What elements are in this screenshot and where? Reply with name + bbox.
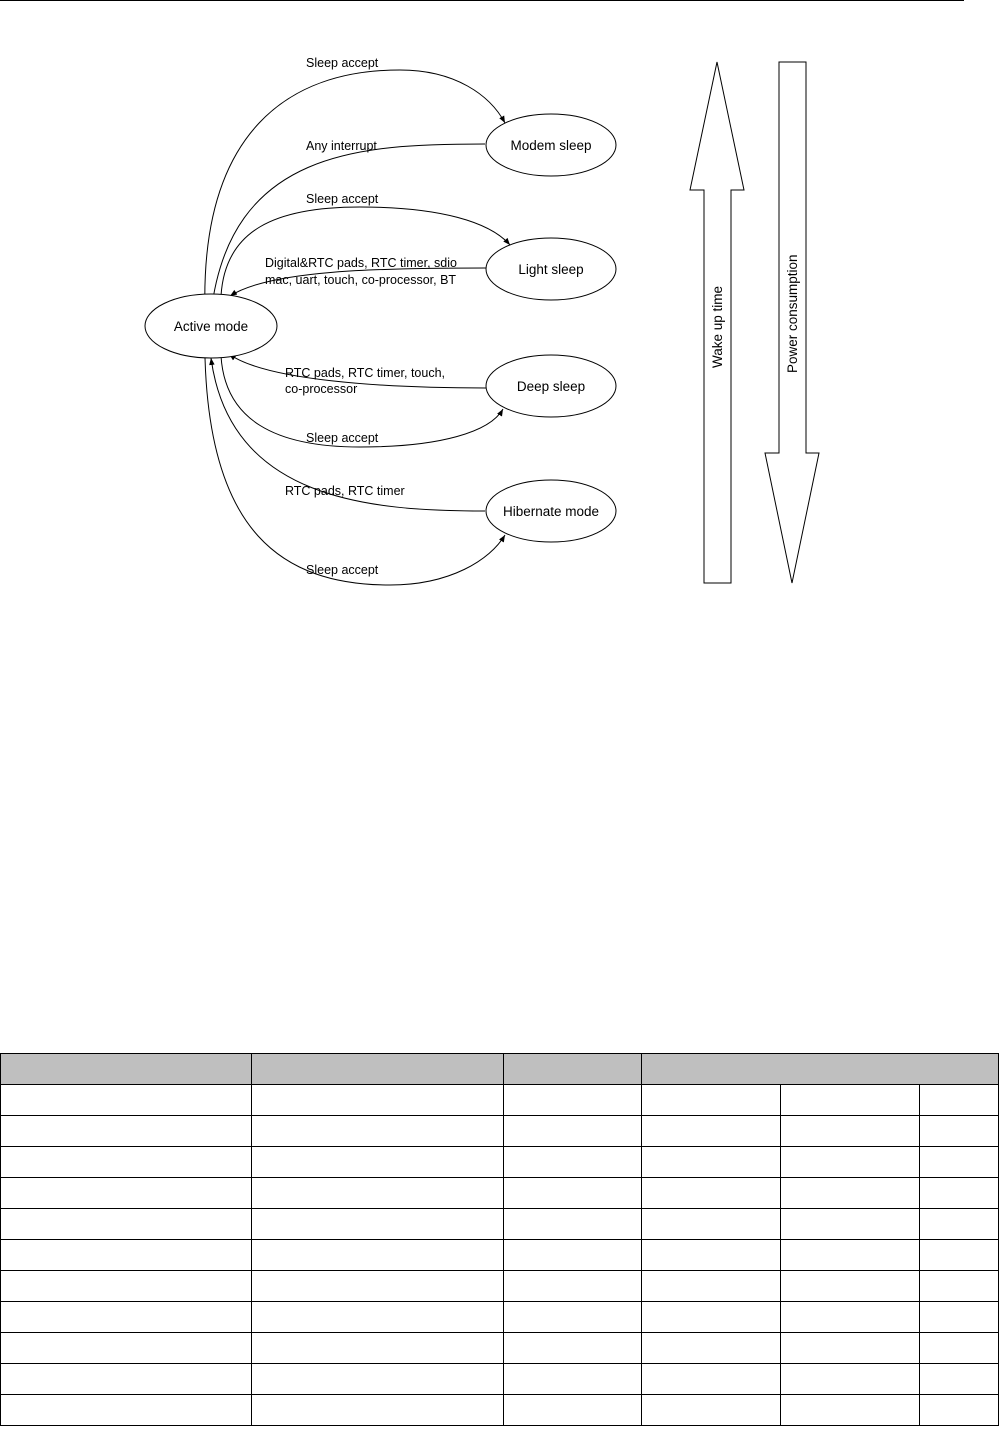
table-row bbox=[1, 1302, 999, 1333]
table-cell bbox=[504, 1333, 642, 1364]
table-cell bbox=[252, 1209, 504, 1240]
table-cell bbox=[252, 1085, 504, 1116]
power-consumption-table bbox=[0, 1053, 999, 1426]
table-header-row bbox=[1, 1054, 999, 1085]
table-cell bbox=[1, 1333, 252, 1364]
table-row bbox=[1, 1209, 999, 1240]
label-deep-wake-line1: RTC pads, RTC timer, touch, bbox=[285, 366, 446, 380]
label-deep-wake-line2: co-processor bbox=[285, 382, 358, 396]
table-cell bbox=[504, 1364, 642, 1395]
node-hibernate-mode bbox=[486, 480, 616, 542]
table-row bbox=[1, 1271, 999, 1302]
table-cell bbox=[1, 1302, 252, 1333]
table-cell bbox=[252, 1116, 504, 1147]
table-cell bbox=[252, 1240, 504, 1271]
node-active-mode bbox=[145, 294, 277, 358]
table-cell bbox=[504, 1147, 642, 1178]
wake-up-time-arrow bbox=[690, 62, 744, 583]
table-cell bbox=[642, 1147, 781, 1178]
table-cell bbox=[781, 1178, 920, 1209]
node-modem-sleep-label: Modem sleep bbox=[510, 138, 592, 153]
node-hibernate-mode-label: Hibernate mode bbox=[502, 504, 600, 519]
table-cell bbox=[642, 1333, 781, 1364]
table-cell bbox=[920, 1364, 999, 1395]
table-cell bbox=[781, 1302, 920, 1333]
table-cell bbox=[504, 1271, 642, 1302]
table-cell bbox=[920, 1302, 999, 1333]
table-cell bbox=[252, 1178, 504, 1209]
table-cell bbox=[1, 1364, 252, 1395]
label-light-wake-line1: Digital&RTC pads, RTC timer, sdio bbox=[265, 256, 457, 270]
table-cell bbox=[920, 1147, 999, 1178]
table-row bbox=[1, 1147, 999, 1178]
label-light-wake-line2: mac, uart, touch, co-processor, BT bbox=[265, 273, 457, 287]
table-cell bbox=[920, 1085, 999, 1116]
node-light-sleep bbox=[486, 238, 616, 300]
table-header-cell bbox=[504, 1054, 642, 1085]
label-modem-sleep-accept: Sleep accept bbox=[306, 56, 379, 70]
table-cell bbox=[1, 1116, 252, 1147]
label-hibernate-wake: RTC pads, RTC timer bbox=[285, 484, 405, 498]
table-cell bbox=[781, 1271, 920, 1302]
table-header-cell bbox=[642, 1054, 999, 1085]
table-cell bbox=[781, 1364, 920, 1395]
wake-up-time-label: Wake up time bbox=[710, 285, 725, 368]
table-cell bbox=[504, 1116, 642, 1147]
node-light-sleep-label: Light sleep bbox=[518, 262, 584, 277]
table-cell bbox=[504, 1395, 642, 1426]
power-consumption-label: Power consumption bbox=[785, 254, 800, 373]
table-cell bbox=[920, 1333, 999, 1364]
table-cell bbox=[920, 1116, 999, 1147]
table-body bbox=[1, 1085, 999, 1426]
table-cell bbox=[920, 1178, 999, 1209]
table-cell bbox=[642, 1116, 781, 1147]
table-cell bbox=[781, 1333, 920, 1364]
table-cell bbox=[642, 1085, 781, 1116]
table-cell bbox=[1, 1271, 252, 1302]
table-cell bbox=[781, 1240, 920, 1271]
table-cell bbox=[252, 1302, 504, 1333]
table-cell bbox=[504, 1302, 642, 1333]
table-cell bbox=[781, 1395, 920, 1426]
table-cell bbox=[1, 1085, 252, 1116]
node-modem-sleep bbox=[486, 114, 616, 176]
table-cell bbox=[642, 1240, 781, 1271]
label-deep-sleep-accept: Sleep accept bbox=[306, 431, 379, 445]
power-consumption-arrow bbox=[765, 62, 819, 583]
table-cell bbox=[642, 1178, 781, 1209]
edge-modem-any-interrupt bbox=[211, 144, 485, 313]
table-cell bbox=[1, 1240, 252, 1271]
table-cell bbox=[252, 1147, 504, 1178]
table-cell bbox=[504, 1178, 642, 1209]
node-deep-sleep bbox=[486, 355, 616, 417]
table-row bbox=[1, 1240, 999, 1271]
table-header-cell bbox=[252, 1054, 504, 1085]
table-cell bbox=[781, 1085, 920, 1116]
node-deep-sleep-label: Deep sleep bbox=[516, 379, 586, 394]
table-cell bbox=[252, 1364, 504, 1395]
table-cell bbox=[252, 1395, 504, 1426]
table-cell bbox=[781, 1209, 920, 1240]
label-hibernate-sleep-accept: Sleep accept bbox=[306, 563, 379, 577]
table-cell bbox=[504, 1240, 642, 1271]
table-cell bbox=[642, 1271, 781, 1302]
table-cell bbox=[1, 1178, 252, 1209]
table-cell bbox=[920, 1209, 999, 1240]
table-cell bbox=[252, 1333, 504, 1364]
table-cell bbox=[642, 1395, 781, 1426]
table-cell bbox=[1, 1395, 252, 1426]
table-row bbox=[1, 1085, 999, 1116]
power-modes-diagram bbox=[0, 0, 1000, 600]
table-cell bbox=[781, 1147, 920, 1178]
table-cell bbox=[642, 1364, 781, 1395]
table-header-cell bbox=[1, 1054, 252, 1085]
table-cell bbox=[1, 1209, 252, 1240]
table-cell bbox=[1, 1147, 252, 1178]
label-modem-any-interrupt: Any interrupt bbox=[306, 139, 377, 153]
table-cell bbox=[642, 1209, 781, 1240]
table-cell bbox=[920, 1240, 999, 1271]
table-cell bbox=[642, 1302, 781, 1333]
table-row bbox=[1, 1333, 999, 1364]
table-cell bbox=[504, 1209, 642, 1240]
table-cell bbox=[504, 1085, 642, 1116]
table-row bbox=[1, 1178, 999, 1209]
node-active-mode-label: Active mode bbox=[173, 319, 249, 334]
table-cell bbox=[781, 1116, 920, 1147]
table-row bbox=[1, 1116, 999, 1147]
table-cell bbox=[920, 1271, 999, 1302]
table-row bbox=[1, 1395, 999, 1426]
table-row bbox=[1, 1364, 999, 1395]
table-cell bbox=[920, 1395, 999, 1426]
table-cell bbox=[252, 1271, 504, 1302]
label-light-sleep-accept: Sleep accept bbox=[306, 192, 379, 206]
